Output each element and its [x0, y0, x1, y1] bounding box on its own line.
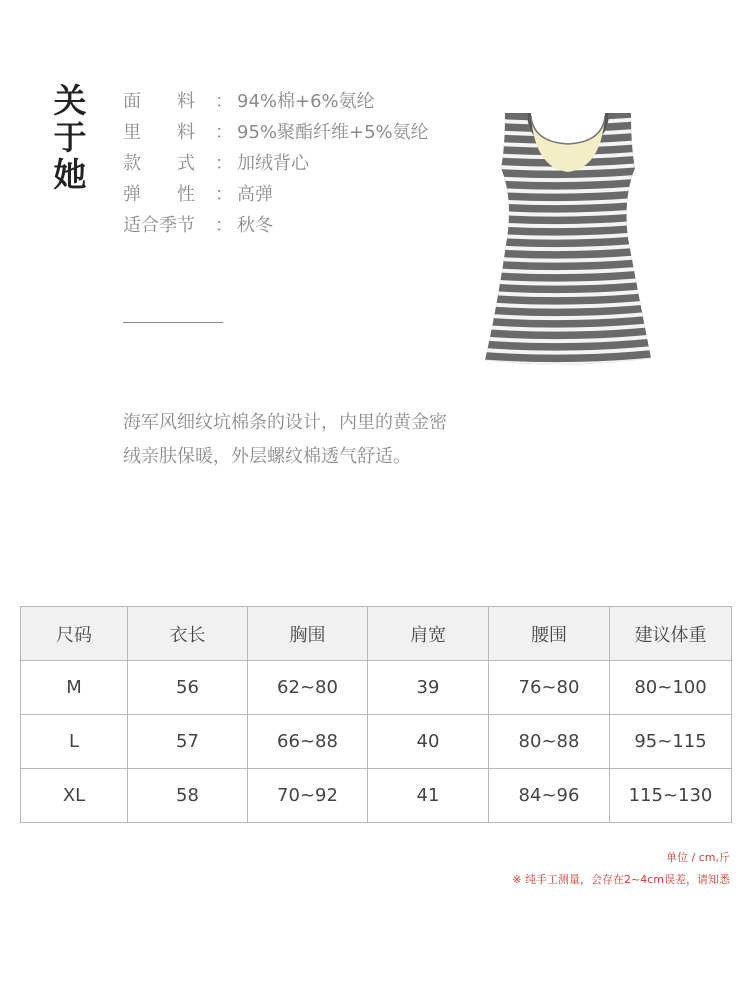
table-cell: 58 [128, 769, 248, 823]
spec-value: 秋冬 [237, 214, 273, 236]
spec-row-elasticity [123, 177, 429, 208]
header-length: 衣长 [128, 607, 248, 661]
spec-row-season [123, 208, 429, 239]
table-cell: 56 [128, 661, 248, 715]
table-cell: 80~88 [489, 715, 610, 769]
product-description: 海军风细纹坑棉条的设计，内里的黄金密绒亲肤保暖，外层螺纹棉透气舒适。 [123, 412, 447, 467]
spec-row-lining [123, 115, 429, 146]
product-image [483, 108, 653, 368]
table-cell: 41 [368, 769, 489, 823]
spec-colon: ： [215, 183, 233, 205]
size-table-header-row [21, 607, 732, 661]
spec-list [123, 84, 429, 239]
measurement-note: ※ 纯手工测量，会存在2~4cm误差，请知悉 [512, 873, 730, 886]
table-cell: L [21, 715, 128, 769]
spec-value: 高弹 [237, 183, 273, 205]
table-cell: 115~130 [610, 769, 732, 823]
table-row [21, 769, 732, 823]
spec-row-style [123, 146, 429, 177]
section-title [50, 82, 90, 193]
header-size: 尺码 [21, 607, 128, 661]
header-bust: 胸围 [248, 607, 368, 661]
table-cell: 40 [368, 715, 489, 769]
table-cell: M [21, 661, 128, 715]
spec-value: 94%棉+6%氨纶 [237, 90, 375, 112]
spec-colon: ： [215, 214, 233, 236]
table-cell: 62~80 [248, 661, 368, 715]
table-cell: 95~115 [610, 715, 732, 769]
spec-colon: ： [215, 152, 233, 174]
spec-row-fabric [123, 84, 429, 115]
spec-colon: ： [215, 121, 233, 143]
unit-label: 单位 / cm,斤 [666, 851, 730, 864]
table-cell: 84~96 [489, 769, 610, 823]
table-cell: 70~92 [248, 769, 368, 823]
divider [123, 322, 223, 323]
table-cell: 39 [368, 661, 489, 715]
table-row [21, 661, 732, 715]
table-row [21, 715, 732, 769]
spec-label: 里 料 [123, 121, 195, 143]
title-char: 她 [53, 155, 87, 194]
spec-value: 95%聚酯纤维+5%氨纶 [237, 121, 429, 143]
header-weight: 建议体重 [610, 607, 732, 661]
table-cell: 76~80 [489, 661, 610, 715]
spec-label: 款 式 [123, 152, 195, 174]
spec-value: 加绒背心 [237, 152, 309, 174]
spec-label: 面 料 [123, 90, 195, 112]
spec-label: 适合季节 [123, 214, 195, 236]
table-cell: 66~88 [248, 715, 368, 769]
header-waist: 腰围 [489, 607, 610, 661]
title-char: 于 [53, 118, 87, 157]
table-cell: 57 [128, 715, 248, 769]
title-char: 关 [53, 81, 87, 120]
spec-label: 弹 性 [123, 183, 195, 205]
size-table [20, 606, 732, 823]
header-shoulder: 肩宽 [368, 607, 489, 661]
table-cell: XL [21, 769, 128, 823]
spec-colon: ： [215, 90, 233, 112]
table-cell: 80~100 [610, 661, 732, 715]
